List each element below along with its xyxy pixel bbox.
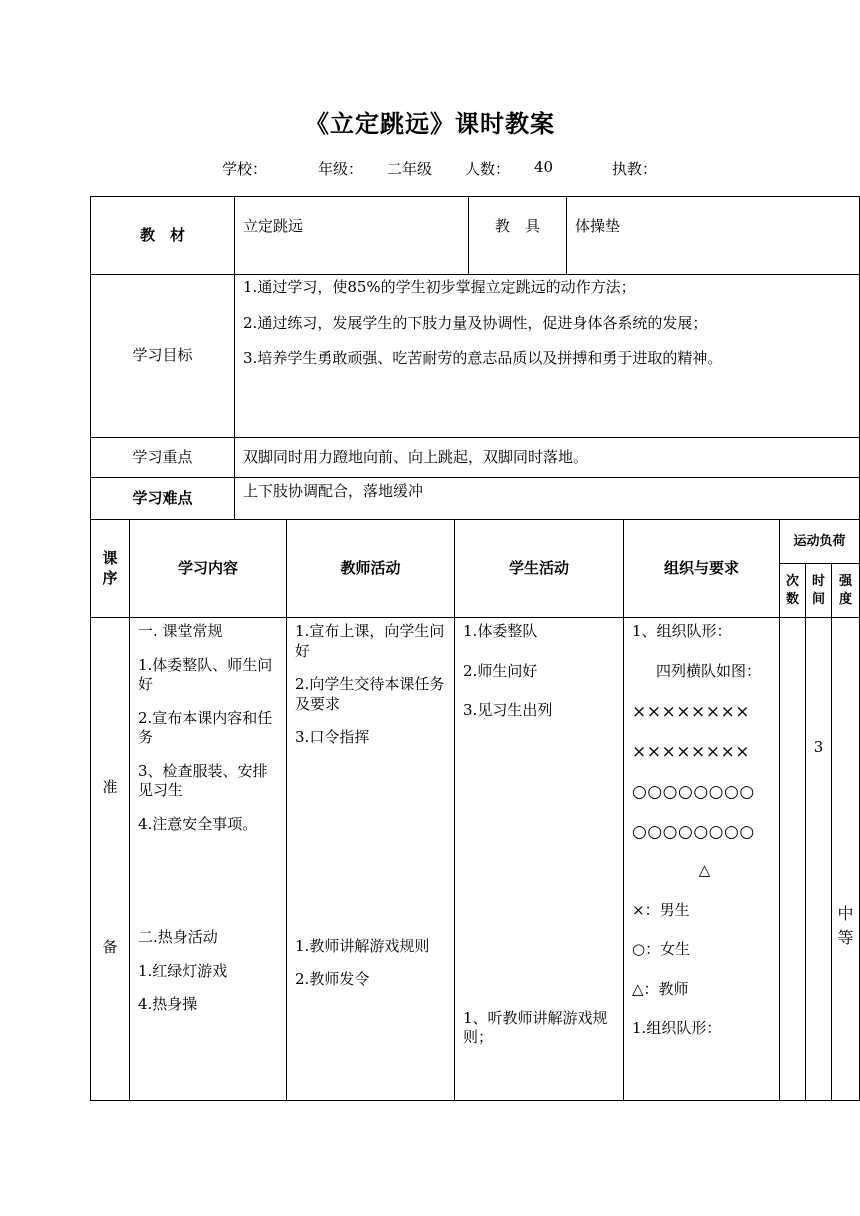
header-times: 次数 [780, 564, 806, 618]
content-item: 2.宣布本课内容和任务 [138, 708, 273, 746]
section-label [91, 618, 130, 1101]
goals-list [235, 275, 860, 438]
content-cell [130, 618, 287, 1101]
material-value: 立定跳远 [235, 197, 469, 275]
student-cell [455, 618, 624, 1101]
legend-girls: ○：女生 [632, 940, 691, 959]
header-order: 课序 [91, 520, 130, 618]
section-label-bottom: 备 [102, 937, 118, 956]
org-cell [624, 618, 780, 1101]
header-org: 组织与要求 [624, 520, 780, 618]
count-label: 人数： [465, 160, 511, 178]
equipment-value: 体操垫 [567, 197, 860, 275]
times-cell [780, 618, 806, 1101]
teacher-cell [287, 618, 455, 1101]
content-item: 4.注意安全事项。 [138, 814, 258, 833]
goal-item: 2.通过练习，发展学生的下肢力量及协调性，促进身体各系统的发展； [243, 313, 708, 332]
content-item: 1.红绿灯游戏 [138, 961, 228, 980]
student-item: 1、听教师讲解游戏规则； [463, 1008, 608, 1046]
lesson-plan-table [90, 196, 860, 1101]
difficulty-value: 上下肢协调配合，落地缓冲 [235, 478, 860, 520]
student-item: 1.体委整队 [463, 622, 538, 640]
header-intensity: 强度 [832, 564, 860, 618]
content-item: 3、检查服装、安排见习生 [138, 761, 268, 799]
content-item: 4.热身操 [138, 995, 198, 1013]
content-item: 1.体委整队、师生问好 [138, 655, 273, 693]
section-label-top: 准 [102, 778, 118, 796]
org-item: 1.组织队形： [632, 1019, 722, 1038]
key-point-row [91, 438, 860, 478]
formation-row-girls: ○○○○○○○○ [632, 822, 755, 843]
student-item: 2.师生问好 [463, 661, 538, 680]
grade-value: 二年级 [387, 160, 433, 178]
goals-row [91, 275, 860, 438]
header-duration: 时间 [806, 564, 832, 618]
teacher-item: 2.向学生交待本课任务及要求 [295, 675, 445, 713]
key-point-label: 学习重点 [91, 438, 235, 478]
material-row [91, 197, 860, 275]
prep-row [91, 618, 860, 1101]
formation-row-girls: ○○○○○○○○ [632, 782, 755, 803]
difficulty-row [91, 478, 860, 520]
formation-row-boys: ×××××××× [632, 702, 750, 722]
teacher-marker: △ [698, 861, 711, 880]
header-load: 运动负荷 [780, 520, 860, 564]
goal-item: 1.通过学习，使85%的学生初步掌握立定跳远的动作方法； [243, 278, 636, 296]
grade-label: 年级： [318, 160, 364, 178]
org-item: 四列横队如图： [656, 661, 762, 680]
teacher-item: 3.口令指挥 [295, 728, 370, 746]
count-value: 40 [534, 158, 554, 176]
goal-item: 3.培养学生勇敢顽强、吃苦耐劳的意志品质以及拼搏和勇于进取的精神。 [243, 349, 723, 367]
legend-teacher: △：教师 [632, 979, 689, 998]
header-teacher: 教师活动 [287, 520, 455, 618]
header-content: 学习内容 [130, 520, 287, 618]
content-item: 一. 课堂常规 [138, 622, 223, 640]
header-row-1 [91, 520, 860, 564]
duration-cell: 3 [806, 618, 832, 1101]
formation-row-boys: ×××××××× [632, 742, 750, 763]
teacher-item: 1.教师讲解游戏规则 [295, 936, 430, 955]
school-label: 学校： [222, 160, 268, 178]
page-title: 《立定跳远》课时教案 [305, 109, 555, 138]
org-item: 1、组织队形： [632, 622, 732, 640]
equipment-label: 教 具 [469, 197, 567, 275]
difficulty-label: 学习难点 [91, 478, 235, 520]
key-point-value: 双脚同时用力蹬地向前、向上跳起，双脚同时落地。 [235, 438, 860, 478]
material-label: 教 材 [91, 197, 235, 275]
legend-boys: ×：男生 [632, 900, 690, 919]
teacher-item: 2.教师发令 [295, 970, 370, 988]
student-item: 3.见习生出列 [463, 701, 553, 719]
intensity-cell: 中等 [832, 618, 860, 1101]
teacher-label: 执教： [612, 160, 658, 178]
goals-label: 学习目标 [91, 275, 235, 438]
header-student: 学生活动 [455, 520, 624, 618]
teacher-item: 1.宣布上课，向学生问好 [295, 622, 445, 660]
content-item: 二.热身活动 [138, 928, 218, 946]
